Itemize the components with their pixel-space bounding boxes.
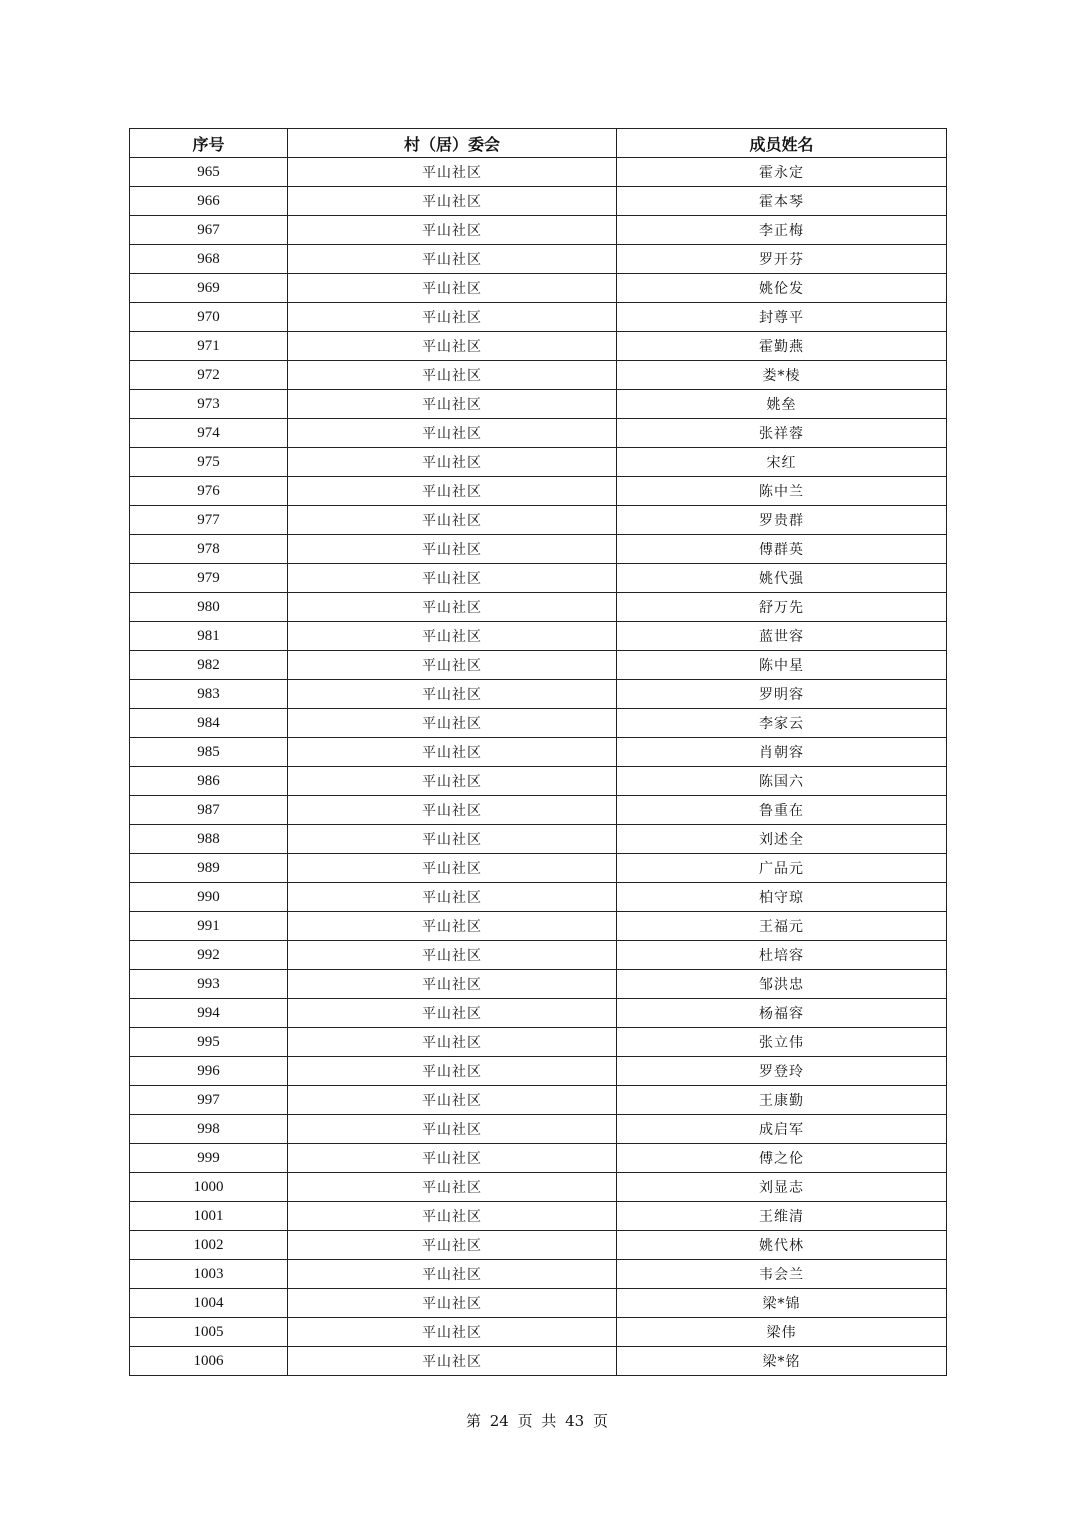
table-row [130, 796, 947, 825]
cell-member-name: 宋红 [617, 448, 947, 477]
cell-serial-number: 998 [130, 1115, 288, 1144]
cell-member-name: 罗明容 [617, 680, 947, 709]
cell-serial-number: 967 [130, 216, 288, 245]
cell-committee: 平山社区 [288, 274, 617, 303]
table-row [130, 1144, 947, 1173]
cell-serial-number: 995 [130, 1028, 288, 1057]
table-row [130, 680, 947, 709]
table-row [130, 941, 947, 970]
cell-member-name: 罗开芬 [617, 245, 947, 274]
cell-member-name: 霍永定 [617, 158, 947, 187]
cell-member-name: 舒万先 [617, 593, 947, 622]
cell-committee: 平山社区 [288, 883, 617, 912]
cell-committee: 平山社区 [288, 448, 617, 477]
cell-member-name: 陈中兰 [617, 477, 947, 506]
cell-committee: 平山社区 [288, 1202, 617, 1231]
table-row [130, 506, 947, 535]
cell-serial-number: 978 [130, 535, 288, 564]
cell-committee: 平山社区 [288, 361, 617, 390]
table-row [130, 999, 947, 1028]
cell-serial-number: 1001 [130, 1202, 288, 1231]
cell-member-name: 刘述全 [617, 825, 947, 854]
table-row [130, 535, 947, 564]
cell-committee: 平山社区 [288, 1231, 617, 1260]
table-row [130, 477, 947, 506]
cell-committee: 平山社区 [288, 738, 617, 767]
cell-member-name: 柏守琼 [617, 883, 947, 912]
cell-member-name: 霍本琴 [617, 187, 947, 216]
cell-committee: 平山社区 [288, 796, 617, 825]
cell-member-name: 韦会兰 [617, 1260, 947, 1289]
cell-serial-number: 986 [130, 767, 288, 796]
cell-committee: 平山社区 [288, 593, 617, 622]
cell-member-name: 罗贵群 [617, 506, 947, 535]
cell-committee: 平山社区 [288, 1086, 617, 1115]
cell-committee: 平山社区 [288, 854, 617, 883]
cell-committee: 平山社区 [288, 1057, 617, 1086]
header-committee: 村（居）委会 [288, 129, 617, 158]
cell-committee: 平山社区 [288, 506, 617, 535]
table-row [130, 303, 947, 332]
table-row [130, 1318, 947, 1347]
cell-committee: 平山社区 [288, 477, 617, 506]
cell-member-name: 王维清 [617, 1202, 947, 1231]
cell-member-name: 姚代强 [617, 564, 947, 593]
cell-committee: 平山社区 [288, 1260, 617, 1289]
table-row [130, 1347, 947, 1376]
table-row [130, 767, 947, 796]
cell-serial-number: 968 [130, 245, 288, 274]
table-body [130, 158, 947, 1376]
cell-member-name: 蓝世容 [617, 622, 947, 651]
table-row [130, 216, 947, 245]
table-row [130, 1231, 947, 1260]
cell-serial-number: 997 [130, 1086, 288, 1115]
cell-member-name: 肖朝容 [617, 738, 947, 767]
cell-committee: 平山社区 [288, 767, 617, 796]
table-row [130, 1028, 947, 1057]
cell-member-name: 傅群英 [617, 535, 947, 564]
cell-member-name: 刘显志 [617, 1173, 947, 1202]
cell-serial-number: 983 [130, 680, 288, 709]
cell-serial-number: 988 [130, 825, 288, 854]
cell-member-name: 梁*铭 [617, 1347, 947, 1376]
cell-member-name: 姚伦发 [617, 274, 947, 303]
cell-committee: 平山社区 [288, 419, 617, 448]
cell-committee: 平山社区 [288, 1144, 617, 1173]
cell-serial-number: 992 [130, 941, 288, 970]
table-row [130, 709, 947, 738]
cell-member-name: 李家云 [617, 709, 947, 738]
cell-serial-number: 999 [130, 1144, 288, 1173]
table-row [130, 1115, 947, 1144]
table-row [130, 448, 947, 477]
table-row [130, 1260, 947, 1289]
table-header-row [130, 129, 947, 158]
table-row [130, 187, 947, 216]
cell-member-name: 姚垒 [617, 390, 947, 419]
table-row [130, 419, 947, 448]
cell-member-name: 姚代林 [617, 1231, 947, 1260]
cell-serial-number: 1002 [130, 1231, 288, 1260]
cell-serial-number: 976 [130, 477, 288, 506]
cell-serial-number: 1000 [130, 1173, 288, 1202]
cell-member-name: 杨福容 [617, 999, 947, 1028]
cell-member-name: 张立伟 [617, 1028, 947, 1057]
table-row [130, 825, 947, 854]
cell-committee: 平山社区 [288, 332, 617, 361]
cell-committee: 平山社区 [288, 709, 617, 738]
cell-committee: 平山社区 [288, 912, 617, 941]
cell-serial-number: 993 [130, 970, 288, 999]
cell-serial-number: 974 [130, 419, 288, 448]
cell-serial-number: 1005 [130, 1318, 288, 1347]
cell-member-name: 傅之伦 [617, 1144, 947, 1173]
cell-member-name: 李正梅 [617, 216, 947, 245]
cell-serial-number: 991 [130, 912, 288, 941]
cell-committee: 平山社区 [288, 1289, 617, 1318]
cell-committee: 平山社区 [288, 970, 617, 999]
cell-serial-number: 982 [130, 651, 288, 680]
cell-serial-number: 1004 [130, 1289, 288, 1318]
table-row [130, 738, 947, 767]
cell-serial-number: 970 [130, 303, 288, 332]
cell-serial-number: 990 [130, 883, 288, 912]
cell-member-name: 广品元 [617, 854, 947, 883]
cell-serial-number: 971 [130, 332, 288, 361]
table-row [130, 1057, 947, 1086]
table-row [130, 1173, 947, 1202]
cell-committee: 平山社区 [288, 1347, 617, 1376]
cell-serial-number: 981 [130, 622, 288, 651]
table-row [130, 158, 947, 187]
header-serial-number: 序号 [130, 129, 288, 158]
table-row [130, 622, 947, 651]
cell-committee: 平山社区 [288, 825, 617, 854]
header-member-name: 成员姓名 [617, 129, 947, 158]
table-row [130, 854, 947, 883]
table-row [130, 912, 947, 941]
cell-committee: 平山社区 [288, 941, 617, 970]
table-row [130, 593, 947, 622]
cell-committee: 平山社区 [288, 651, 617, 680]
cell-committee: 平山社区 [288, 390, 617, 419]
cell-member-name: 王福元 [617, 912, 947, 941]
cell-serial-number: 980 [130, 593, 288, 622]
member-table [129, 128, 947, 1376]
cell-committee: 平山社区 [288, 216, 617, 245]
table-row [130, 390, 947, 419]
cell-serial-number: 973 [130, 390, 288, 419]
cell-member-name: 梁伟 [617, 1318, 947, 1347]
cell-member-name: 陈中星 [617, 651, 947, 680]
cell-serial-number: 979 [130, 564, 288, 593]
cell-serial-number: 984 [130, 709, 288, 738]
table-row [130, 245, 947, 274]
cell-member-name: 封尊平 [617, 303, 947, 332]
cell-committee: 平山社区 [288, 1173, 617, 1202]
cell-serial-number: 966 [130, 187, 288, 216]
cell-committee: 平山社区 [288, 999, 617, 1028]
cell-member-name: 成启军 [617, 1115, 947, 1144]
cell-serial-number: 994 [130, 999, 288, 1028]
cell-committee: 平山社区 [288, 1115, 617, 1144]
table-row [130, 1086, 947, 1115]
table-row [130, 564, 947, 593]
table-row [130, 332, 947, 361]
cell-member-name: 梁*锦 [617, 1289, 947, 1318]
cell-committee: 平山社区 [288, 680, 617, 709]
cell-member-name: 王康勤 [617, 1086, 947, 1115]
cell-committee: 平山社区 [288, 564, 617, 593]
cell-serial-number: 965 [130, 158, 288, 187]
table-row [130, 970, 947, 999]
cell-serial-number: 975 [130, 448, 288, 477]
cell-serial-number: 1006 [130, 1347, 288, 1376]
cell-member-name: 罗登玲 [617, 1057, 947, 1086]
cell-serial-number: 977 [130, 506, 288, 535]
cell-member-name: 娄*棱 [617, 361, 947, 390]
cell-committee: 平山社区 [288, 1028, 617, 1057]
cell-serial-number: 969 [130, 274, 288, 303]
cell-committee: 平山社区 [288, 187, 617, 216]
cell-committee: 平山社区 [288, 158, 617, 187]
cell-member-name: 鲁重在 [617, 796, 947, 825]
cell-committee: 平山社区 [288, 535, 617, 564]
page-footer: 第 24 页 共 43 页 [465, 1412, 608, 1430]
cell-serial-number: 987 [130, 796, 288, 825]
cell-member-name: 陈国六 [617, 767, 947, 796]
cell-member-name: 邹洪忠 [617, 970, 947, 999]
table-row [130, 651, 947, 680]
cell-serial-number: 1003 [130, 1260, 288, 1289]
cell-member-name: 张祥蓉 [617, 419, 947, 448]
table-row [130, 274, 947, 303]
cell-serial-number: 972 [130, 361, 288, 390]
cell-committee: 平山社区 [288, 1318, 617, 1347]
cell-serial-number: 989 [130, 854, 288, 883]
cell-member-name: 霍勤燕 [617, 332, 947, 361]
cell-committee: 平山社区 [288, 245, 617, 274]
cell-serial-number: 985 [130, 738, 288, 767]
cell-committee: 平山社区 [288, 303, 617, 332]
table-row [130, 361, 947, 390]
table-row [130, 1202, 947, 1231]
cell-committee: 平山社区 [288, 622, 617, 651]
table-row [130, 883, 947, 912]
cell-member-name: 杜培容 [617, 941, 947, 970]
cell-serial-number: 996 [130, 1057, 288, 1086]
table-row [130, 1289, 947, 1318]
